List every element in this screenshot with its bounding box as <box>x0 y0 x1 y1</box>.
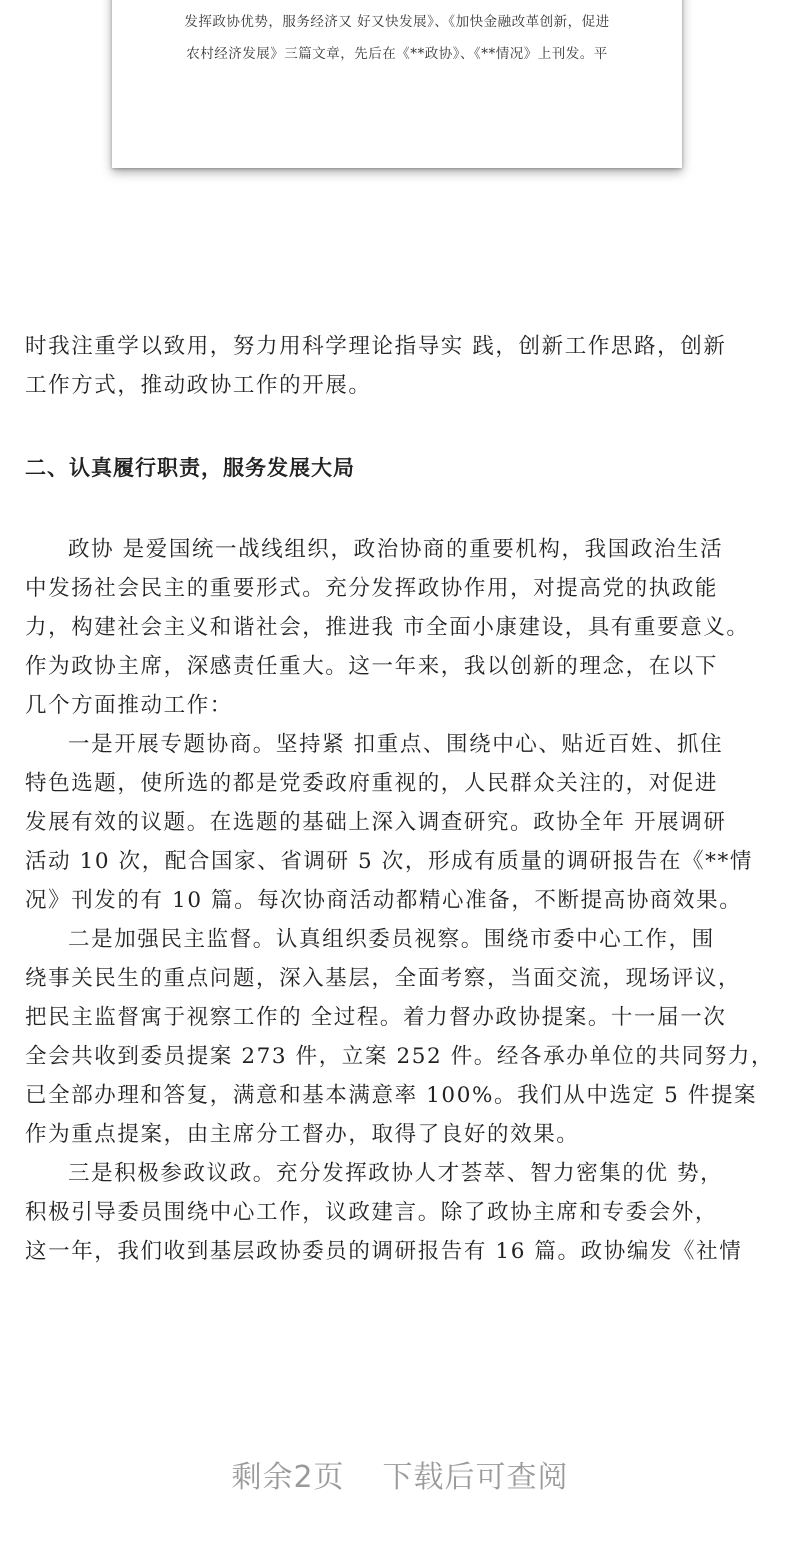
body-paragraph: 一是开展专题协商。坚持紧 扣重点、围绕中心、贴近百姓、抓住 特色选题，使所选的都是党委政府重视的，人民群众关注的，对促进 发展有效的议题。在选题的基础上深入调查研究。政协全年 开展调研 活动 10 次，配合国家、省调研 5 次，形成有质量的调研报告在《**情 况》刊发的有 10 篇。每次协商活动都精心准备，不断提高协商效果。 <box>25 732 753 913</box>
remaining-pages-label: 剩余2页 <box>231 1460 345 1495</box>
download-to-view-label[interactable]: 下载后可查阅 <box>382 1460 569 1495</box>
body-paragraph: 三是积极参政议政。充分发挥政协人才荟萃、智力密集的优 势， 积极引导委员围绕中心工作，议政建言。除了政协主席和专委会外， 这一年，我们收到基层政协委员的调研报告有 16 篇。政协编发《社情 <box>25 1161 743 1264</box>
preview-page-card <box>112 0 682 168</box>
intro-paragraph: 时我注重学以致用，努力用科学理论指导实 践，创新工作思路，创新 工作方式，推动政协工作的开展。 <box>25 334 727 398</box>
body-paragraph: 政协 是爱国统一战线组织，政治协商的重要机构，我国政治生活 中发扬社会民主的重要形式。充分发挥政协作用，对提高党的执政能 力，构建社会主义和谐社会，推进我 市全面小康建设，具有重要意义。 作为政协主席，深感责任重大。这一年来，我以创新的理念，在以下 几个方面推动工作： <box>25 537 750 718</box>
section-heading: 二、认真履行职责，服务发展大局 <box>25 456 355 480</box>
card-text-line: 农村经济发展》三篇文章，先后在《**政协》、《**情况》上刊发。平 <box>186 46 608 62</box>
card-text-line: 发挥政协优势，服务经济又 好又快发展》、《加快金融改革创新，促进 <box>184 14 610 30</box>
document-body-intro <box>25 327 780 405</box>
body-paragraph: 二是加强民主监督。认真组织委员视察。围绕市委中心工作，围 绕事关民生的重点问题，深入基层，全面考察，当面交流，现场评议， 把民主监督寓于视察工作的 全过程。着力督办政协提案。十一届一次 全会共收到委员提案 273 件，立案 252 件。经各承办单位的共同努力， 已全部办理和答复，满意和基本满意率 100%。我们从中选定 5 件提案 作为重点提案，由主席分工督办，取得了良好的效果。 <box>25 927 775 1147</box>
download-prompt[interactable] <box>0 1452 800 1496</box>
document-body <box>25 530 780 1271</box>
